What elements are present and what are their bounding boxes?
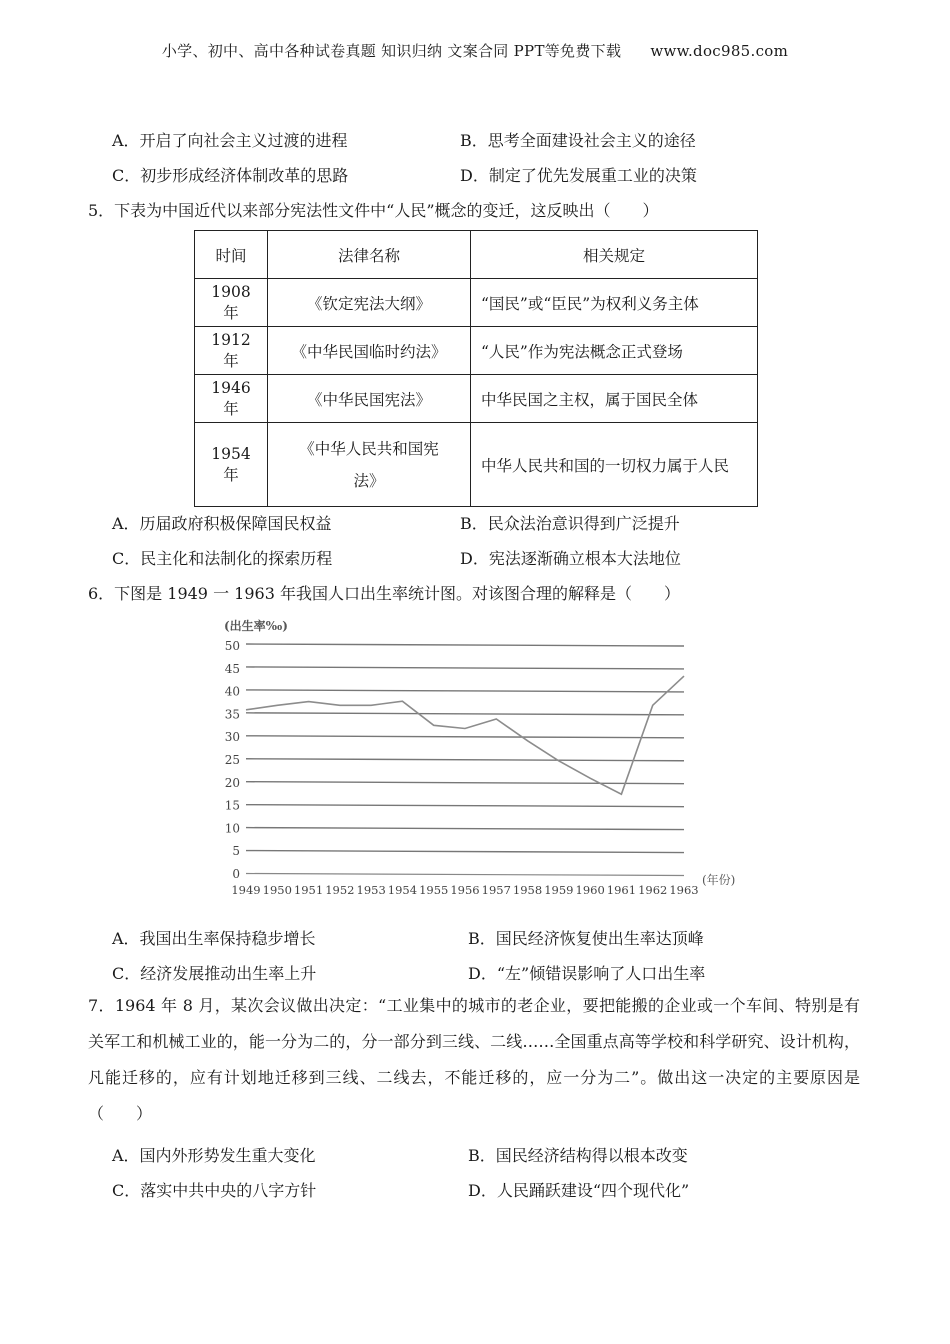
q7-option-a[interactable]: A．国内外形势发生重大变化 [112, 1146, 316, 1165]
cell-time: 1954 年 [195, 423, 268, 507]
cell-law-name-line1: 《中华人民共和国宪 [299, 439, 439, 458]
q5-stem: 5．下表为中国近代以来部分宪法性文件中“人民”概念的变迁，这反映出（ ） [88, 201, 659, 220]
cell-law-name-line2: 法》 [353, 471, 385, 490]
q6-option-c[interactable]: C．经济发展推动出生率上升 [112, 964, 317, 983]
chart-grid [246, 644, 684, 876]
table-row [195, 375, 758, 423]
x-tick-label: 1958 [512, 883, 543, 897]
header-text: 小学、初中、高中各种试卷真题 知识归纳 文案合同 PPT等免费下载 [161, 42, 622, 60]
gridline [246, 713, 684, 715]
table-header-time: 时间 [195, 231, 268, 279]
y-tick-label: 15 [224, 798, 240, 813]
q7-option-b[interactable]: B．国民经济结构得以根本改变 [468, 1146, 688, 1165]
table-row [195, 423, 758, 507]
q4-option-a[interactable]: A．开启了向社会主义过渡的进程 [112, 131, 348, 150]
q7-option-d[interactable]: D．人民踊跃建设“四个现代化” [468, 1181, 690, 1200]
x-tick-label: 1950 [262, 883, 292, 897]
gridline [246, 851, 684, 853]
y-tick-label: 20 [224, 775, 240, 790]
cell-law-name [268, 423, 471, 507]
x-tick-label: 1956 [450, 883, 480, 897]
x-tick-label: 1953 [356, 883, 386, 897]
y-tick-label: 25 [224, 753, 240, 767]
birth-rate-chart [222, 612, 742, 908]
gridline [246, 759, 684, 761]
q6-option-a[interactable]: A．我国出生率保持稳步增长 [112, 929, 316, 948]
y-tick-label: 35 [224, 707, 240, 722]
gridline [246, 805, 684, 807]
x-tick-label: 1954 [387, 883, 418, 897]
header-site-link[interactable]: www.doc985.com [650, 42, 789, 60]
cell-rule: 中华人民共和国的一切权力属于人民 [471, 423, 758, 507]
y-tick-label: 5 [232, 844, 240, 859]
cell-rule: “国民”或“臣民”为权利义务主体 [471, 279, 758, 327]
y-tick-label: 45 [224, 661, 240, 676]
q5-option-a[interactable]: A．历届政府积极保障国民权益 [112, 514, 332, 533]
x-tick-label: 1960 [575, 883, 605, 897]
gridline [246, 828, 684, 830]
table-header-name: 法律名称 [268, 231, 471, 279]
gridline [246, 874, 684, 876]
q6-stem: 6．下图是 1949 一 1963 年我国人口出生率统计图。对该图合理的解释是（ ） [88, 584, 680, 603]
x-tick-label: 1962 [638, 883, 668, 897]
gridline [246, 667, 684, 669]
q6-option-d[interactable]: D．“左”倾错误影响了人口出生率 [468, 964, 706, 983]
x-tick-label: 1959 [544, 883, 574, 897]
cell-law-name: 《钦定宪法大纲》 [268, 279, 471, 327]
x-tick-label: 1963 [669, 883, 699, 897]
q7-option-c[interactable]: C．落实中共中央的八字方针 [112, 1181, 317, 1200]
q4-option-b[interactable]: B．思考全面建设社会主义的途径 [460, 131, 696, 150]
y-tick-label: 30 [224, 730, 240, 745]
q4-option-d[interactable]: D．制定了优先发展重工业的决策 [460, 166, 697, 185]
gridline [246, 690, 684, 692]
table-header-rule: 相关规定 [471, 231, 758, 279]
x-axis-title: (年份) [702, 873, 736, 887]
cell-time: 1946 年 [195, 375, 268, 423]
table-header-row [195, 231, 758, 279]
x-tick-label: 1949 [231, 883, 261, 897]
x-axis-ticks [231, 883, 698, 897]
q5-option-c[interactable]: C．民主化和法制化的探索历程 [112, 549, 333, 568]
x-tick-label: 1955 [419, 883, 449, 897]
cell-law-name: 《中华民国临时约法》 [268, 327, 471, 375]
gridline [246, 736, 684, 738]
cell-rule: 中华民国之主权，属于国民全体 [471, 375, 758, 423]
y-axis-title: (出生率‰) [224, 619, 288, 633]
q6-option-b[interactable]: B．国民经济恢复使出生率达顶峰 [468, 929, 704, 948]
cell-time: 1912 年 [195, 327, 268, 375]
birth-rate-line [246, 676, 684, 794]
y-tick-label: 10 [224, 821, 240, 836]
cell-rule: “人民”作为宪法概念正式登场 [471, 327, 758, 375]
table-row [195, 279, 758, 327]
q4-option-c[interactable]: C．初步形成经济体制改革的思路 [112, 166, 349, 185]
q5-option-b[interactable]: B．民众法治意识得到广泛提升 [460, 514, 680, 533]
x-tick-label: 1961 [606, 883, 637, 897]
y-tick-label: 0 [232, 867, 240, 881]
table-row [195, 327, 758, 375]
gridline [246, 644, 684, 646]
constitution-table [194, 230, 758, 507]
y-axis-ticks [225, 639, 240, 881]
q5-option-d[interactable]: D．宪法逐渐确立根本大法地位 [460, 549, 681, 568]
cell-law-name: 《中华民国宪法》 [268, 375, 471, 423]
x-tick-label: 1951 [293, 883, 324, 897]
q7-stem: 7．1964 年 8 月，某次会议做出决定：“工业集中的城市的老企业，要把能搬的企业或一个车间、特别是有关军工和机械工业的，能一分为二的，分一部分到三线、二线……全国重点高等学校和科学研究、设计机构，凡能迁移的，应有计划地迁移到三线、二线去，不能迁移的，应一分为二”。做出这一决定的主要原因是（ ） [88, 996, 860, 1123]
gridline [246, 782, 684, 784]
y-tick-label: 40 [224, 684, 240, 699]
x-tick-label: 1957 [481, 883, 511, 897]
x-tick-label: 1952 [325, 883, 355, 897]
page-header [0, 40, 950, 61]
cell-time: 1908 年 [195, 279, 268, 327]
y-tick-label: 50 [224, 639, 240, 653]
